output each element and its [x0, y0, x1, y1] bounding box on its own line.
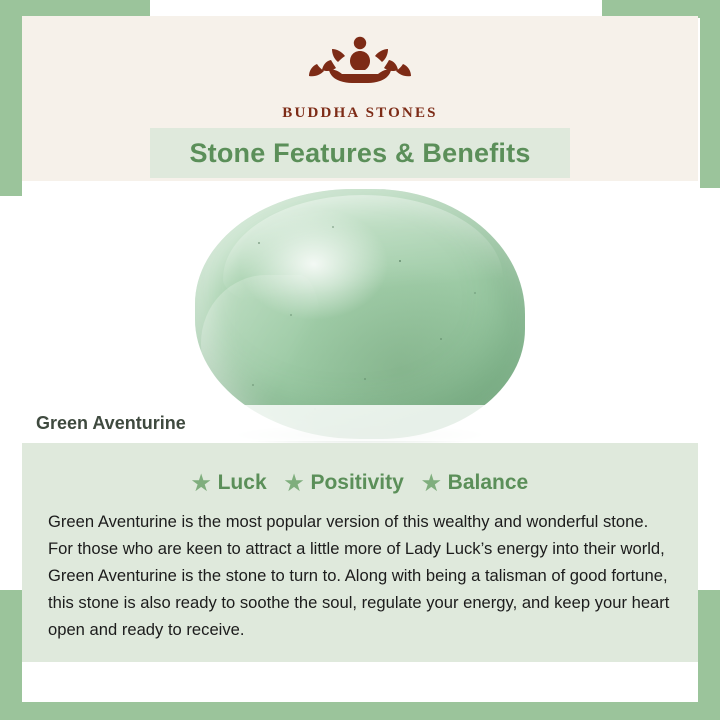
brand-name: BUDDHA STONES: [282, 105, 438, 121]
star-icon: ★: [284, 471, 304, 495]
section-title-band: [150, 128, 570, 178]
benefits-panel: [22, 443, 698, 662]
stone-name-label: Green Aventurine: [36, 412, 186, 433]
frame-accent-bottom-left: [0, 590, 22, 720]
benefit-keyword-label: Luck: [217, 471, 267, 494]
frame-accent-right: [700, 18, 720, 188]
benefit-keyword-positivity: [285, 471, 404, 495]
page-title: Stone Features & Benefits: [189, 137, 531, 168]
brand-logo: [282, 30, 437, 122]
stone-speckles: [195, 189, 525, 439]
benefit-keyword-label: Balance: [447, 471, 529, 494]
benefit-keyword-label: Positivity: [310, 471, 404, 494]
stone-photo: [22, 181, 698, 443]
benefits-description: Green Aventurine is the most popular version of this wealthy and wonderful stone. For those who are keen to attract a little more of Lady Luck’s energy into their world, Green Aventurine is the stone to turn to. Along with being a talisman of good fortune, this stone is also ready to soothe the soul, regulate your energy, and keep your heart open and ready to receive.: [48, 512, 670, 639]
benefit-keywords: [48, 471, 672, 495]
frame-accent-left-top: [0, 0, 22, 196]
benefit-keyword-balance: [422, 471, 528, 495]
frame-accent-bottom-bar: [0, 702, 720, 720]
lotus-meditation-icon: [301, 30, 419, 101]
star-icon: ★: [421, 471, 441, 495]
star-icon: ★: [191, 471, 211, 495]
frame-accent-bottom-right: [698, 590, 720, 720]
benefit-keyword-luck: [192, 471, 267, 495]
frame-accent-top-left: [0, 0, 150, 16]
bottom-spacer: [22, 662, 698, 702]
stone-caption-bar: [22, 405, 662, 441]
